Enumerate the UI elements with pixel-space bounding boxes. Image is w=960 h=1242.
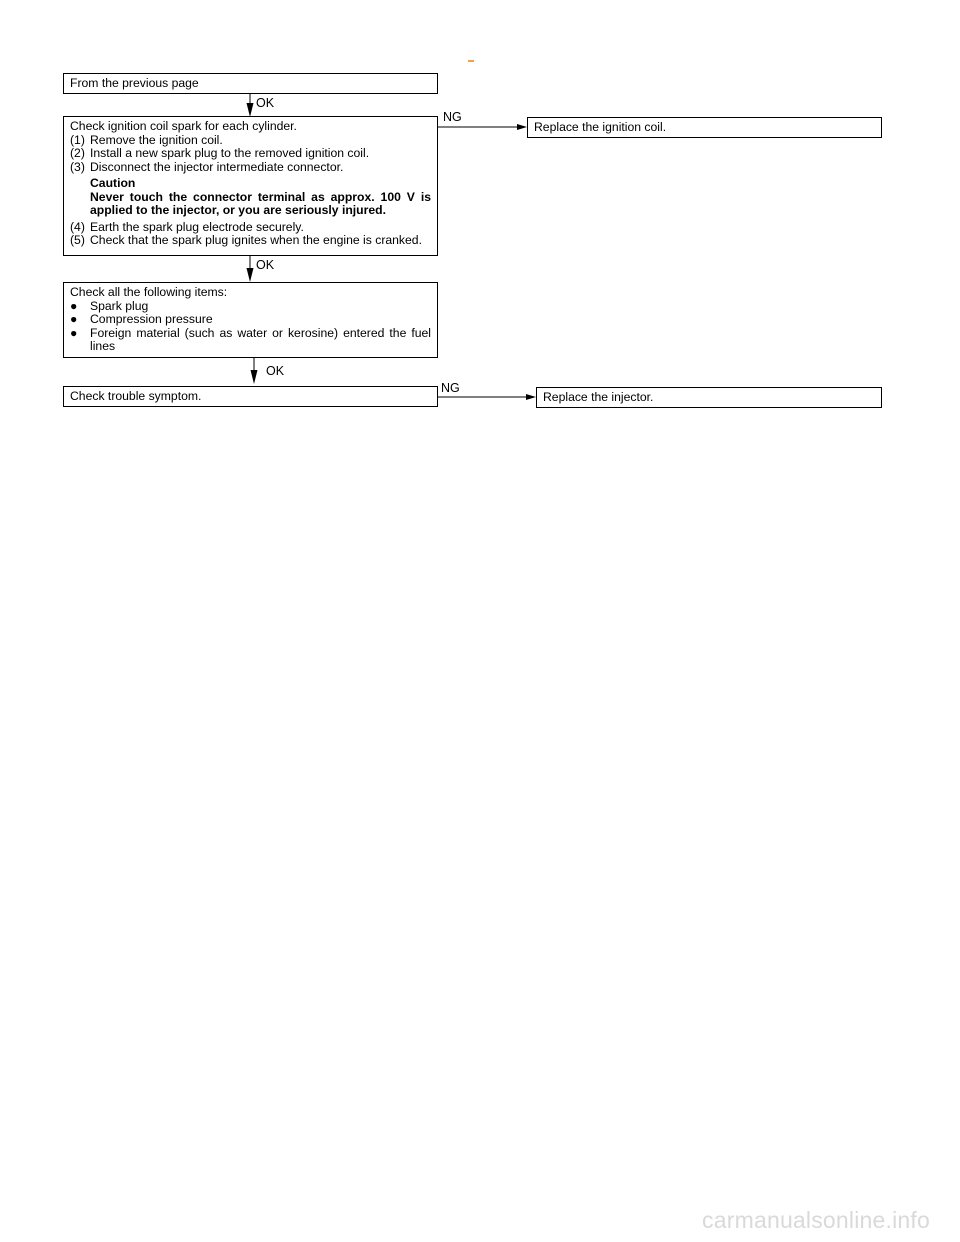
step-1 [70,134,431,148]
replace-ignition-coil-box [527,117,882,138]
check-trouble-symptom-box [63,386,438,407]
step-number: (1) [70,132,85,147]
arrowhead-ok3 [251,370,258,384]
step-number: (4) [70,219,85,234]
item-text: Foreign material (such as water or kerosine) entered the fuel [90,325,431,340]
item-text: Compression pressure [90,312,213,326]
ng-label-1: NG [443,110,462,124]
step-number: (3) [70,159,85,174]
step-3 [70,161,431,175]
ng-label-2: NG [441,381,460,395]
watermark: carmanualsonline.info [702,1207,930,1233]
step-text: Check that the spark plug ignites when the engine is cranked. [90,233,422,247]
replace-injector-text: Replace the injector. [543,390,654,404]
ok-label-2: OK [256,258,275,272]
arrowhead-ng1 [517,124,527,130]
replace-ignition-coil-text: Replace the ignition coil. [534,120,667,134]
caution-line-2: applied to the injector, or you are seriously injured. [90,203,386,217]
ok-label-1: OK [256,96,275,110]
from-previous-page-text: From the previous page [70,76,199,90]
from-previous-page-box [63,73,438,94]
check-item-compression [70,313,431,327]
item-continuation: lines [90,339,116,353]
caution-title: Caution [90,176,136,190]
step-text: Earth the spark plug electrode securely. [90,219,304,234]
bullet-icon: ● [70,312,78,326]
check-item-foreign-material [70,327,431,341]
step-number: (5) [70,233,85,247]
bullet-icon: ● [70,298,78,313]
step-4 [70,221,431,235]
step-2 [70,147,431,161]
step-number: (2) [70,146,85,160]
bullet-icon: ● [70,325,78,340]
arrowhead-ok2 [247,268,254,282]
check-item-spark-plug [70,300,431,314]
check-items-box [63,282,438,358]
arrowhead-ok1 [247,103,254,117]
replace-injector-box [536,387,882,408]
caution-line-1: Never touch the connector terminal as approx. 100 V is [90,189,431,204]
item-text: Spark plug [90,298,149,313]
step-text: Disconnect the injector intermediate connector. [90,159,344,174]
arrowhead-ng2 [526,394,536,400]
step-text: Remove the ignition coil. [90,132,223,147]
ignition-coil-check-box [63,116,438,256]
check-trouble-symptom-text: Check trouble symptom. [70,389,202,403]
check-items-title: Check all the following items: [70,285,228,299]
ok-label-3: OK [266,364,285,378]
ignition-check-title: Check ignition coil spark for each cylinder. [70,119,297,133]
step-text: Install a new spark plug to the removed ignition coil. [90,146,370,160]
step-5 [70,234,431,248]
